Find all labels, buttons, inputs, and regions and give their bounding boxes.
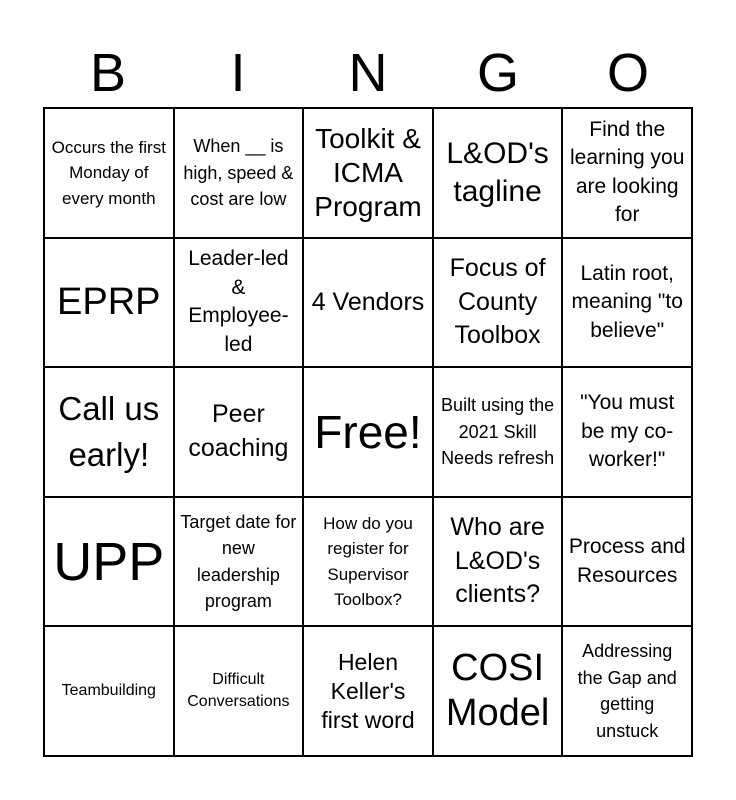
bingo-cell[interactable] xyxy=(174,108,304,238)
cell-text: L&OD's tagline xyxy=(446,137,549,208)
bingo-cell[interactable] xyxy=(44,367,174,497)
bingo-cell[interactable] xyxy=(303,497,433,627)
bingo-cell[interactable] xyxy=(562,108,692,238)
cell-text: Who are L&OD's clients? xyxy=(450,513,545,609)
cell-text: When __ is high, speed & cost are low xyxy=(183,136,294,210)
bingo-cell[interactable] xyxy=(174,238,304,368)
cell-text: Free! xyxy=(314,405,422,458)
cell-text: Difficult Conversations xyxy=(187,670,290,711)
cell-text: Peer coaching xyxy=(188,400,289,462)
cell-text: Target date for new leadership program xyxy=(180,511,297,612)
bingo-cell[interactable] xyxy=(44,108,174,238)
cell-text: COSI Model xyxy=(445,646,550,735)
bingo-cell[interactable] xyxy=(303,626,433,756)
bingo-cell[interactable] xyxy=(44,238,174,368)
cell-text: Find the learning you are looking for xyxy=(569,117,685,227)
cell-text: Helen Keller's first word xyxy=(321,649,415,733)
cell-text: UPP xyxy=(53,531,165,592)
free-space-cell[interactable] xyxy=(303,367,433,497)
cell-text: Focus of County Toolbox xyxy=(449,254,546,350)
cell-text: Built using the 2021 Skill Needs refresh xyxy=(441,395,555,469)
cell-text: EPRP xyxy=(57,280,161,323)
bingo-cell[interactable] xyxy=(433,238,563,368)
bingo-cell[interactable] xyxy=(174,367,304,497)
bingo-cell[interactable] xyxy=(174,497,304,627)
cell-text: Call us early! xyxy=(58,390,160,473)
cell-text: Teambuilding xyxy=(61,682,156,699)
header-letter-i: I xyxy=(230,43,246,103)
bingo-card xyxy=(43,107,693,757)
header-letter-o: O xyxy=(606,43,649,103)
bingo-cell[interactable] xyxy=(44,497,174,627)
header-letter-n: N xyxy=(348,43,388,103)
bingo-cell[interactable] xyxy=(562,238,692,368)
bingo-cell[interactable] xyxy=(562,497,692,627)
cell-text: How do you register for Supervisor Toolbox? xyxy=(323,513,413,610)
bingo-cell[interactable] xyxy=(303,238,433,368)
bingo-cell[interactable] xyxy=(433,626,563,756)
bingo-header xyxy=(43,40,693,106)
bingo-cell[interactable] xyxy=(303,108,433,238)
cell-text: Process and Resources xyxy=(568,535,686,587)
bingo-cell[interactable] xyxy=(433,497,563,627)
header-letter-b: B xyxy=(89,43,127,103)
cell-text: Addressing the Gap and getting unstuck xyxy=(577,641,677,741)
cell-text: Occurs the first Monday of every month xyxy=(51,137,166,208)
bingo-cell[interactable] xyxy=(562,626,692,756)
bingo-cell[interactable] xyxy=(44,626,174,756)
cell-text: "You must be my co-worker!" xyxy=(580,391,675,472)
bingo-cell[interactable] xyxy=(433,367,563,497)
cell-text: 4 Vendors xyxy=(311,287,425,316)
bingo-cell[interactable] xyxy=(562,367,692,497)
cell-text: Toolkit & ICMA Program xyxy=(314,123,422,222)
cell-text: Leader-led & Employee-led xyxy=(188,247,289,356)
cell-text: Latin root, meaning "to believe" xyxy=(571,261,683,342)
bingo-cell[interactable] xyxy=(433,108,563,238)
header-letter-g: G xyxy=(476,43,519,103)
bingo-cell[interactable] xyxy=(174,626,304,756)
